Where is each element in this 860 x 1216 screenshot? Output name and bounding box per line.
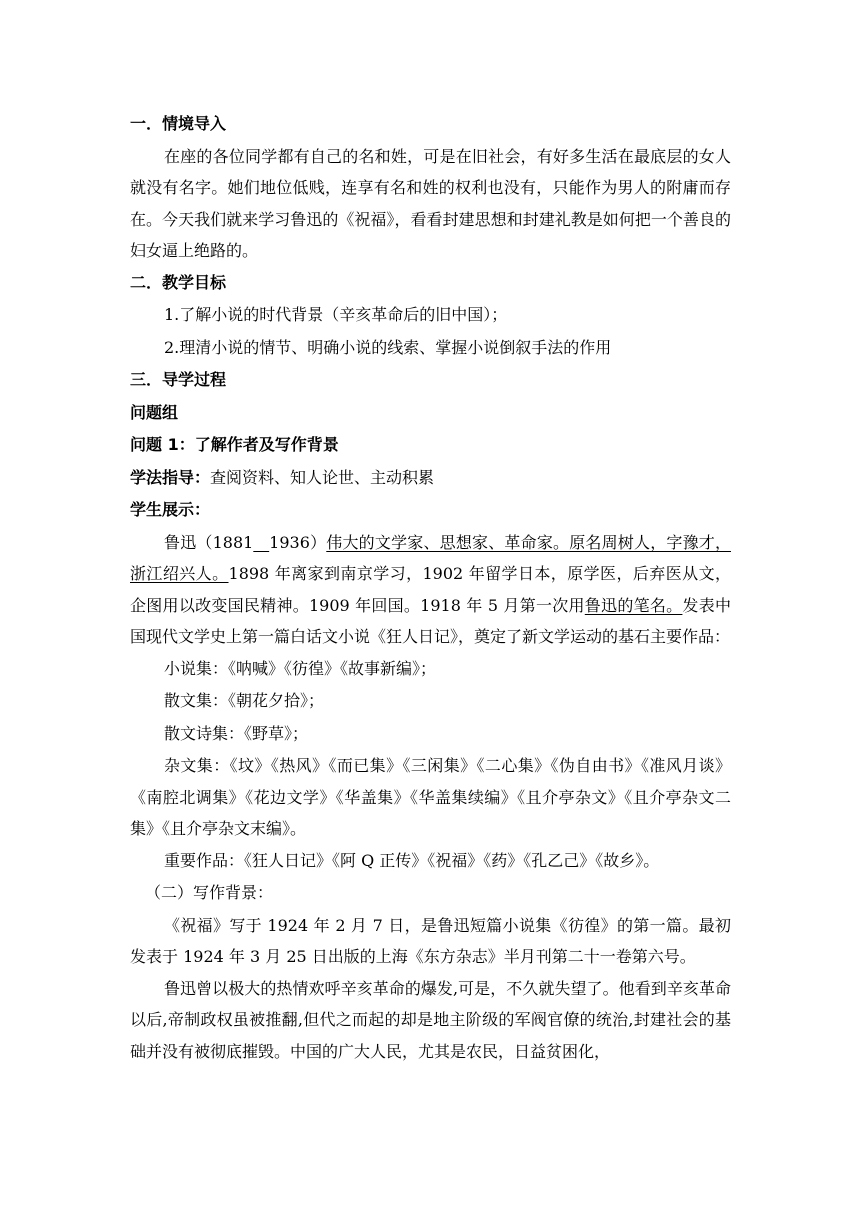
- works-essays: 散文集：《朝花夕拾》；: [164, 691, 325, 710]
- intro-paragraph: 在座的各位同学都有自己的名和姓，可是在旧社会，有好多生活在最底层的女人就没有名字。她们地位低贱，连享有名和姓的权利也没有，只能作为男人的附庸而存在。今天我们就来学习鲁迅的《祝福》，看看封建思想和封建礼教是如何把一个善良的妇女逼上绝路的。: [130, 146, 731, 260]
- section-heading-process: 三．导学过程: [130, 370, 227, 389]
- bio-birth: 鲁迅（1881: [164, 532, 254, 552]
- works-zawen: 杂文集：《坟》《热风》《而已集》《三闲集》《二心集》《伪自由书》《准风月谈》《南腔北调集》《花边文学》《华盖集》《华盖集续编》《且介亭杂文》《且介亭杂文二集》《且介亭杂文末编》。: [130, 756, 731, 838]
- method-label: 学法指导：: [130, 467, 211, 487]
- works-novels: 小说集：《呐喊》《彷徨》《故事新编》；: [164, 658, 437, 678]
- bio-underlined-penname: 鲁迅的笔名。: [584, 595, 683, 615]
- background-paragraph-1: 《祝福》写于 1924 年 2 月 7 日，是鲁迅短篇小说集《彷徨》的第一篇。最初发表于 1924 年 3 月 25 日出版的上海《东方杂志》半月刊第二十一卷第六号。: [130, 915, 731, 966]
- bio-career: 1898 年离家到南京学习，1902 年留学日本，原学医，后弃医从文，企图用以改变国民精神。1909 年回国。1918 年 5 月第一次用: [130, 564, 731, 615]
- goal-item-1: 1.了解小说的时代背景（辛亥革命后的旧中国）；: [164, 305, 508, 324]
- works-prose-poems: 散文诗集：《野草》；: [164, 723, 309, 743]
- goal-item-2: 2.理清小说的情节、明确小说的线索、掌握小说倒叙手法的作用: [164, 337, 612, 357]
- question-group-label: 问题组: [130, 402, 179, 422]
- luxun-bio-paragraph: [130, 527, 731, 653]
- document-page: [130, 108, 731, 1067]
- method-guidance: [130, 462, 731, 495]
- method-text: 查阅资料、知人论世、主动积累: [210, 467, 435, 487]
- section-heading-goals: 二．教学目标: [130, 272, 227, 292]
- question-1-title: 问题 1：了解作者及写作背景: [130, 435, 339, 454]
- section-heading-intro: 一．情境导入: [130, 114, 227, 133]
- student-show-label: 学生展示：: [130, 500, 211, 519]
- bio-dash: [253, 533, 269, 552]
- background-paragraph-2: 鲁迅曾以极大的热情欢呼辛亥革命的爆发,可是，不久就失望了。他看到辛亥革命以后,帝制政权虽被推翻,但代之而起的却是地主阶级的军阀官僚的统治,封建社会的基础并没有被彻底摧毁。中国的广大人民，尤其是农民，日益贫困化，: [130, 978, 731, 1061]
- bio-publication: 发表中国现代文学史上第一篇白话文小说《狂人日记》，奠定了新文学运动的基石主要作品：: [130, 595, 731, 646]
- works-major: 重要作品：《狂人日记》《阿 Q 正传》《祝福》《药》《孔乙己》《故乡》。: [164, 850, 660, 870]
- bio-death: 1936）: [269, 532, 327, 552]
- background-heading: （二）写作背景：: [145, 883, 274, 902]
- bio-underlined-identity: 伟大的文学家、思想家、革命家。原名周树人，字豫才，浙江绍兴人。: [130, 532, 731, 583]
